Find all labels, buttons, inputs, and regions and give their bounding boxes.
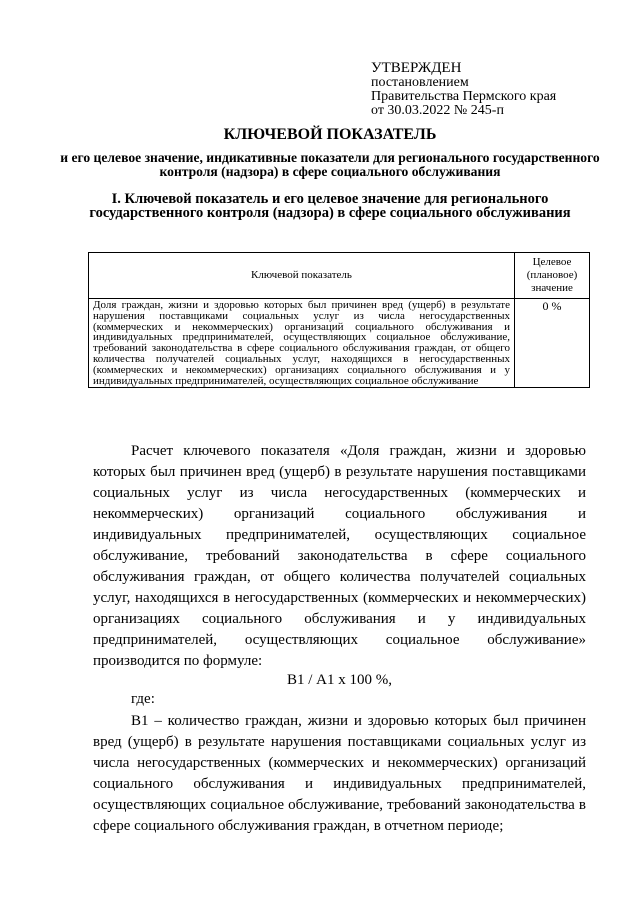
table-header-target-value: Целевое (плановое) значение [515,253,590,299]
table-header-indicator: Ключевой показатель [89,253,515,299]
key-indicator-table [88,252,590,388]
table-row [89,299,590,388]
formula: В1 / А1 х 100 %, [287,672,392,688]
table-cell-indicator: Доля граждан, жизни и здоровью которых был причинен вред (ущерб) в результате нарушения поставщиками социальных услуг из числа негосударственных (коммерческих и некоммерческих) организаций социального обслуживания и индивидуальных предпринимателей, осуществляющих социальное обслуживание, требований законодательства в сфере социального обслуживания граждан, от общего количества получателей социальных услуг, находящихся в негосударственных (коммерческих и некоммерческих) организациях социального обслуживания и у индивидуальных предпринимателей, осуществляющих социальное обслуживание [89,299,515,388]
page-title: КЛЮЧЕВОЙ ПОКАЗАТЕЛЬ [223,126,437,143]
approval-line: от 30.03.2022 № 245-п [371,103,504,118]
approval-title: УТВЕРЖДЕН [371,60,462,76]
approval-line: постановлением [371,75,469,90]
approval-block [371,60,631,118]
page-subtitle: и его целевое значение, индикативные показатели для регионального государственного контроля (надзора) в сфере социального обслуживания [60,150,600,179]
table-header-row [89,253,590,299]
paragraph-calculation: Расчет ключевого показателя «Доля граждан, жизни и здоровью которых был причинен вред (ущерб) в результате нарушения поставщиками социальных услуг из числа негосударственных (коммерческих и некоммерческих) организаций социального обслуживания и индивидуальных предпринимателей, осуществляющих социальное обслуживание, требований законодательства в сфере социального обслуживания граждан, от общего количества получателей социальных услуг, находящихся в негосударственных (коммерческих и некоммерческих) организациях социального обслуживания и у индивидуальных предпринимателей, осуществляющих социальное обслуживание» производится по формуле: [93,443,586,669]
section-title: I. Ключевой показатель и его целевое значение для регионального государственного контроля (надзора) в сфере социального обслуживания [89,191,571,221]
table-cell-target-value: 0 % [515,299,590,388]
paragraph-definition-b1: В1 – количество граждан, жизни и здоровью которых был причинен вред (ущерб) в результате нарушения поставщиками социальных услуг из числа негосударственных (коммерческих и некоммерческих) организаций социального обслуживания и индивидуальных предпринимателей, осуществляющих социальное обслуживание, требований законодательства в сфере социального обслуживания граждан, в отчетном периоде; [93,713,586,834]
where-label: где: [131,691,155,707]
approval-line: Правительства Пермского края [371,89,557,104]
